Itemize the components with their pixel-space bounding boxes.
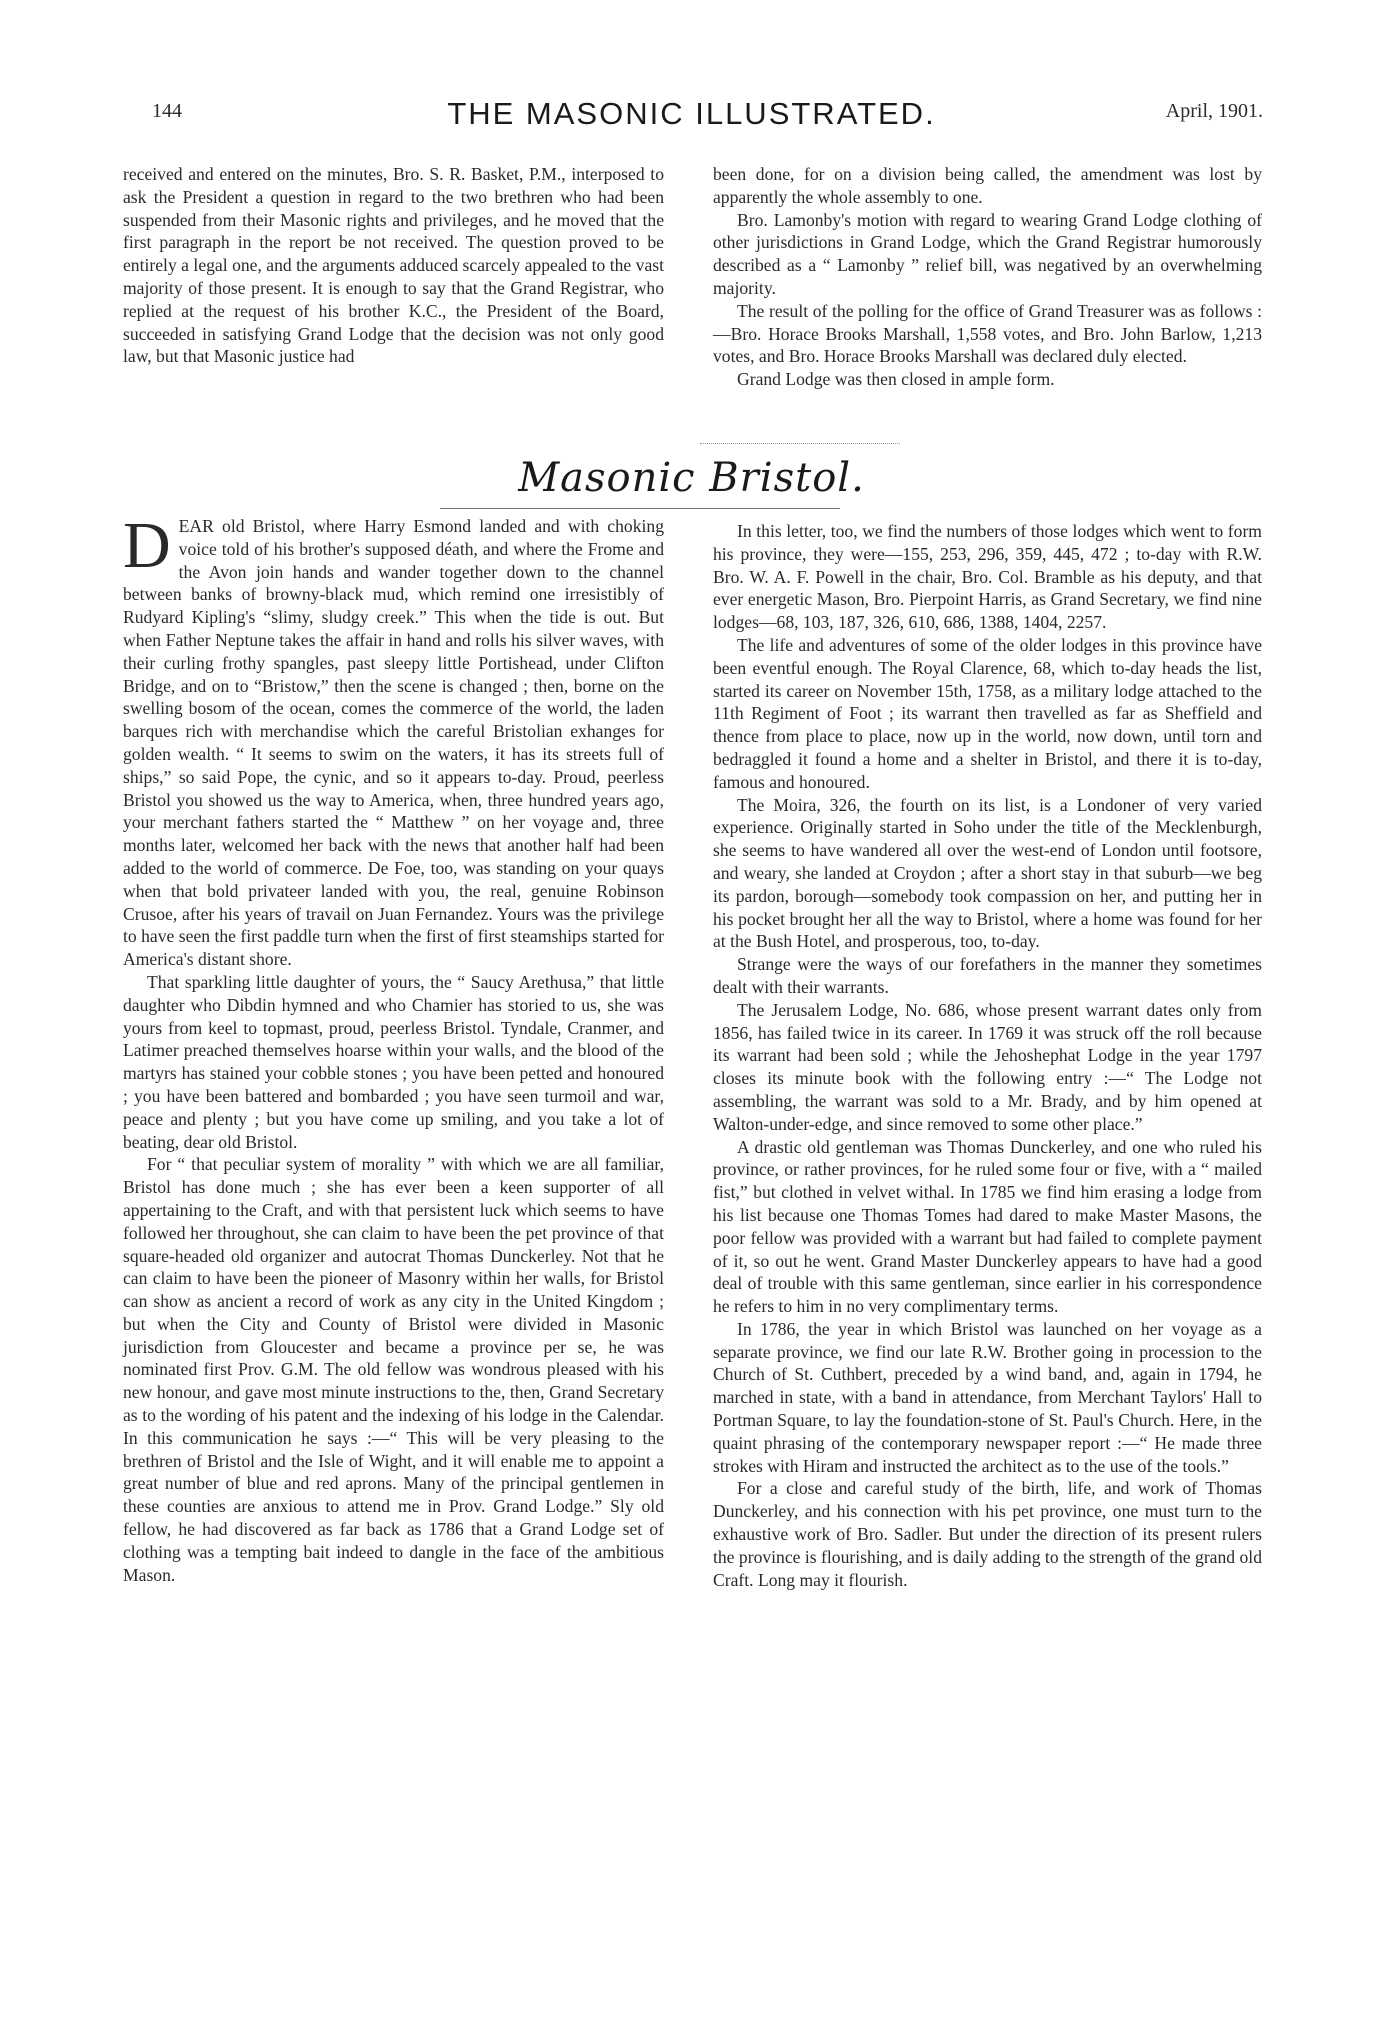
paragraph: The life and adventures of some of the older lodges in this province have been eventful enough. The Royal Clarence, 68, which to-day heads the list, started its career on November 15th, 1758, as a military lodge attached to the 11th Regiment of Foot ; its warrant then travelled as far as Sheffield and thence from place to place, now up in the world, now down, until torn and bedraggled it found a home and a shelter in Bristol, and there it is to-day, famous and honoured. — [713, 634, 1262, 792]
paragraph: The Moira, 326, the fourth on its list, is a Londoner of very varied experience. Originally started in Soho under the title of the Mecklenburgh, she seems to have wandered all over the west-end of London until footsore, and weary, she landed at Croydon ; after a short stay in that suburb—we beg its pardon, borough—somebody took compassion on her, and putting her in his pocket brought her all the way to Bristol, where a home was found for her at the Bush Hotel, and prosperous, too, to-day. — [713, 794, 1262, 952]
issue-date: April, 1901. — [1165, 100, 1263, 122]
paragraph: In 1786, the year in which Bristol was launched on her voyage as a separate province, we find our late R.W. Brother going in procession to the Church of St. Cuthbert, preceded by a wind band, and, again in 1794, he marched in state, with a band in attendance, from Merchant Taylors' Hall to Portman Square, to lay the foundation-stone of St. Paul's Church. Here, in the quaint phrasing of the contemporary newspaper report :—“ He made three strokes with Hiram and instructed the architect as to the use of the tools.” — [713, 1318, 1262, 1476]
article-left-column — [123, 509, 664, 1586]
drop-cap: D — [123, 509, 171, 582]
paragraph: That sparkling little daughter of yours, the “ Saucy Arethusa,” that little daughter who Dibdin hymned and who Chamier has storied to us, she was yours from keel to topmast, proud, peerless Bristol. Tyndale, Cranmer, and Latimer preached themselves hoarse within your walls, and the blood of the martyrs has stained your cobble stones ; you have been petted and honoured ; you have been battered and bombarded ; you have seen turmoil and war, peace and plenty ; but you have come up smiling, and you take a lot of beating, dear old Bristol. — [123, 971, 664, 1152]
paragraph: For a close and careful study of the birth, life, and work of Thomas Dunckerley, and his connection with his pet province, one must turn to the exhaustive work of Bro. Sadler. But under the direction of its present rulers the province is flourishing, and is daily adding to the strength of the grand old Craft. Long may it flourish. — [713, 1478, 1262, 1590]
paragraph: The Jerusalem Lodge, No. 686, whose present warrant dates only from 1856, has failed twice in its career. In 1769 it was struck off the roll because its warrant had been sold ; while the Jehoshephat Lodge in the year 1797 closes its minute book with the following entry :—“ The Lodge not assembling, the warrant was sold to a Mr. Brady, and by him opened at Walton-under-edge, and since removed to some other place.” — [713, 999, 1262, 1134]
magazine-title: THE MASONIC ILLUSTRATED. — [447, 96, 936, 131]
paragraph: Bro. Lamonby's motion with regard to wearing Grand Lodge clothing of other jurisdictions in Grand Lodge, which the Grand Registrar humorously described as a “ Lamonby ” relief bill, was negatived by an overwhelming majority. — [713, 209, 1262, 298]
paragraph: The result of the polling for the office of Grand Treasurer was as follows :—Bro. Horace Brooks Marshall, 1,558 votes, and Bro. John Barlow, 1,213 votes, and Bro. Horace Brooks Marshall was declared duly elected. — [713, 300, 1262, 367]
paragraph: For “ that peculiar system of morality ” with which we are all familiar, Bristol has done much ; she has ever been a keen supporter of all appertaining to the Craft, and with that persistent luck which seems to have followed her throughout, she can claim to have been the pet province of that square-headed old organizer and autocrat Thomas Dunckerley. Not that he can claim to have been the pioneer of Masonry within her walls, for Bristol can show as ancient a record of work as any city in the United Kingdom ; but when the City and County of Bristol were divided in Masonic jurisdiction from Gloucester and became a province per se, he was nominated first Prov. G.M. The old fellow was wondrous pleased with his new honour, and gave most minute instructions to the, then, Grand Secretary as to the wording of his patent and the indexing of his lodge in the Calendar. In this communication he says :—“ This will be very pleasing to the brethren of Bristol and the Isle of Wight, and it will enable me to appoint a great number of blue and red aprons. Many of the principal gentlemen in these counties are anxious to attend me in Prov. Grand Lodge.” Sly old fellow, he had discovered as far back as 1786 that a Grand Lodge set of clothing was a tempting bait indeed to dangle in the face of the ambitious Mason. — [123, 1154, 664, 1585]
section-divider — [700, 443, 900, 444]
paragraph: Grand Lodge was then closed in ample form. — [737, 369, 1055, 390]
page-header — [0, 96, 1383, 131]
article-title: Masonic Bristol. — [518, 455, 865, 501]
paragraph: A drastic old gentleman was Thomas Dunckerley, and one who ruled his province, or rather provinces, for he ruled some four or five, with a “ mailed fist,” but clothed in velvet withal. In 1785 we find him erasing a lodge from his list because one Thomas Tomes had dared to make Master Masons, the poor fellow was provided with a warrant but had failed to complete payment of it, so out he went. Grand Master Dunckerley appears to have had a good deal of trouble with this same gentleman, since earlier in his correspondence he refers to him in no very complimentary terms. — [713, 1136, 1262, 1317]
top-left-column — [123, 163, 664, 368]
article-right-column — [713, 520, 1262, 1591]
top-right-column — [713, 163, 1262, 391]
paragraph: received and entered on the minutes, Bro. S. R. Basket, P.M., interposed to ask the President a question in regard to the two brethren who had been suspended from their Masonic rights and privileges, and he moved that the first paragraph in the report be not received. The question proved to be entirely a legal one, and the arguments adduced scarcely appealed to the vast majority of those present. It is enough to say that the Grand Registrar, who replied at the request of his brother K.C., the President of the Board, succeeded in satisfying Grand Lodge that the decision was not only good law, but that Masonic justice had — [123, 164, 664, 367]
first-paragraph-text: EAR old Bristol, where Harry Esmond landed and with choking voice told of his brother's supposed déath, and where the Frome and the Avon join hands and wander together down to the channel between banks of browny-black mud, which remind one irresistibly of Rudyard Kipling's “slimy, sludgy creek.” This when the tide is out. But when Father Neptune takes the affair in hand and rolls his silver waves, with their curling frothy spangles, past sleepy little Portishead, under Clifton Bridge, and on to “Bristow,” then the scene is changed ; then, borne on the swelling bosom of the ocean, comes the commerce of the world, the laden barques rich with merchandise which the careful Bristolian exhanges for golden wealth. “ It seems to swim on the waters, it has its streets full of ships,” so said Pope, the cynic, and so it appears to-day. Proud, peerless Bristol you showed us the way to America, when, three hundred years ago, your merchant fathers started the “ Matthew ” on her voyage and, three months later, welcomed her back with the news that another half had been added to the world of commerce. De Foe, too, was standing on your quays when that bold privateer landed with you, the real, genuine Robinson Crusoe, after his years of travail on Juan Fernandez. Yours was the privilege to have seen the first paddle turn when the first of first steamships started for America's distant shore. — [123, 516, 664, 970]
title-rule — [440, 508, 840, 509]
page-number: 144 — [152, 100, 182, 122]
paragraph: In this letter, too, we find the numbers of those lodges which went to form his province, they were—155, 253, 296, 359, 445, 472 ; to-day with R.W. Bro. W. A. F. Powell in the chair, Bro. Col. Bramble as his deputy, and that ever energetic Mason, Bro. Pierpoint Harris, as Grand Secretary, we find nine lodges—68, 103, 187, 326, 610, 686, 1388, 1404, 2257. — [713, 521, 1262, 633]
paragraph-first — [123, 509, 664, 971]
article-title-block — [0, 455, 1383, 501]
paragraph: Strange were the ways of our forefathers in the manner they sometimes dealt with their warrants. — [713, 954, 1262, 997]
paragraph: been done, for on a division being called, the amendment was lost by apparently the whole assembly to one. — [713, 164, 1262, 207]
